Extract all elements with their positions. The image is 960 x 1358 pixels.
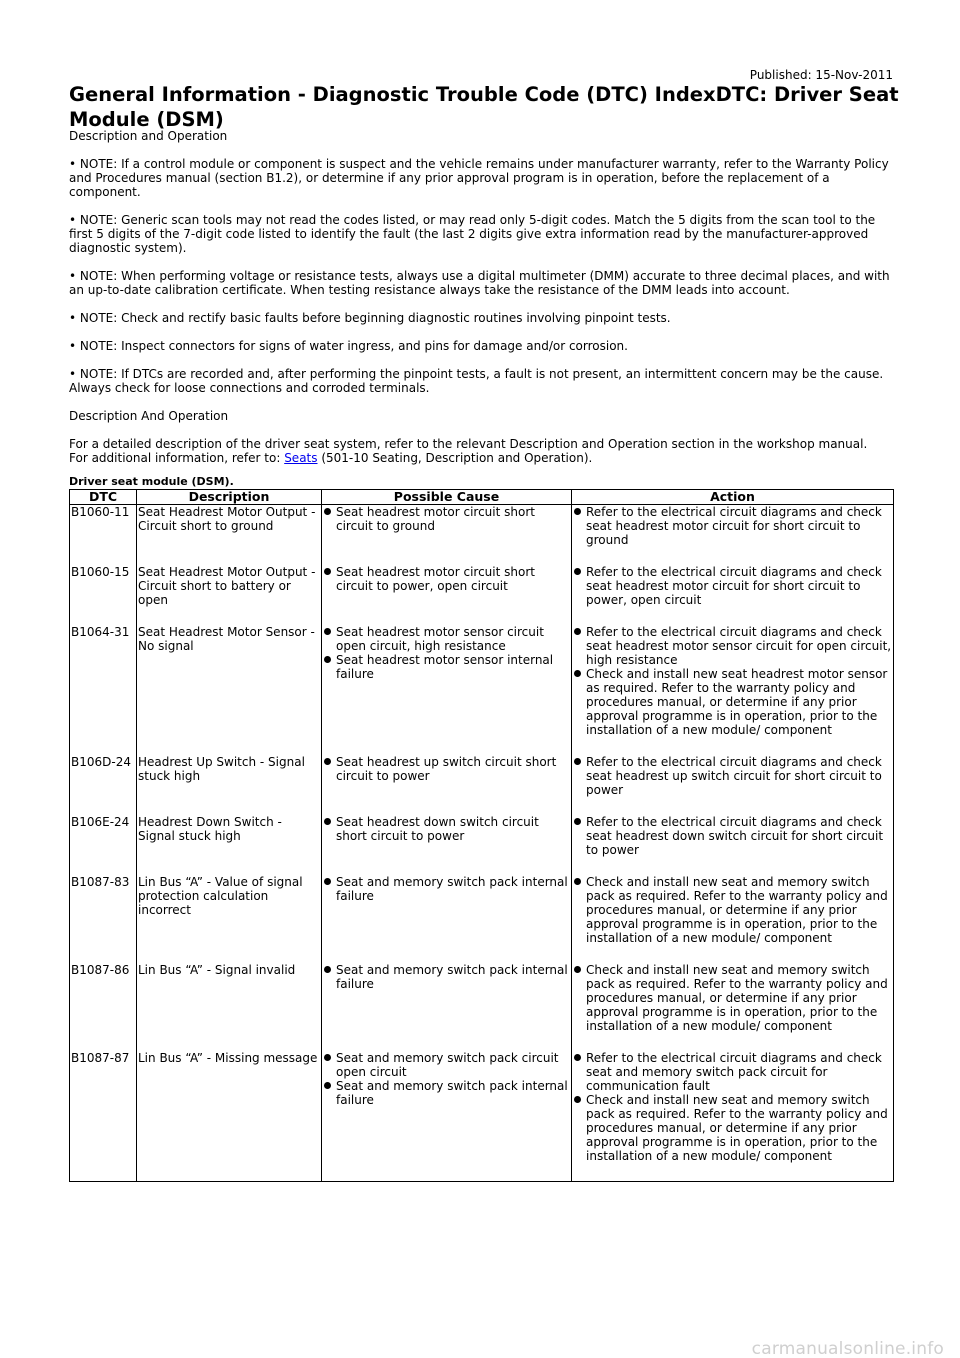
content xyxy=(69,129,895,1182)
possible-cause-cell xyxy=(322,1051,572,1182)
section-heading: Description And Operation xyxy=(69,409,229,423)
action-item: Check and install new seat and memory switch pack as required. Refer to the warranty policy and procedures manual, or determine if any prior approval programme is in operation, prior to the installation of a new module/ component xyxy=(586,963,892,1033)
dtc-description: Seat Headrest Motor Sensor - No signal xyxy=(137,625,322,755)
dtc-description: Lin Bus “A” - Missing message xyxy=(137,1051,322,1182)
action-cell xyxy=(572,755,894,815)
action-list xyxy=(573,755,892,797)
dtc-description: Seat Headrest Motor Output - Circuit short to ground xyxy=(137,505,322,566)
possible-cause-cell xyxy=(322,565,572,625)
possible-cause-item: Seat and memory switch pack internal failure xyxy=(336,1079,570,1107)
possible-cause-item: Seat headrest motor circuit short circuit to ground xyxy=(336,505,570,533)
section-text: For a detailed description of the driver seat system, refer to the relevant Description and Operation section in the workshop manual. xyxy=(69,437,868,451)
note-4: • NOTE: Check and rectify basic faults before beginning diagnostic routines involving pinpoint tests. xyxy=(69,311,671,325)
header-description: Description xyxy=(137,490,322,505)
action-list xyxy=(573,815,892,857)
possible-cause-item: Seat and memory switch pack circuit open circuit xyxy=(336,1051,570,1079)
possible-cause-cell xyxy=(322,625,572,755)
action-item: Refer to the electrical circuit diagrams and check seat headrest down switch circuit for short circuit to power xyxy=(586,815,892,857)
watermark: carmanualsonline.info xyxy=(751,1339,944,1358)
table-row xyxy=(70,875,894,963)
possible-cause-cell xyxy=(322,815,572,875)
action-item: Refer to the electrical circuit diagrams and check seat and memory switch pack circuit for communication fault xyxy=(586,1051,892,1093)
dtc-code: B1064-31 xyxy=(70,625,137,755)
table-header-row xyxy=(70,490,894,505)
possible-cause-item: Seat headrest down switch circuit short circuit to power xyxy=(336,815,570,843)
table-row xyxy=(70,755,894,815)
possible-cause-list xyxy=(323,625,570,681)
header-action: Action xyxy=(572,490,894,505)
dtc-code: B1087-87 xyxy=(70,1051,137,1182)
possible-cause-list xyxy=(323,755,570,783)
reference-suffix: (501-10 Seating, Description and Operation). xyxy=(317,451,593,465)
action-item: Check and install new seat and memory switch pack as required. Refer to the warranty policy and procedures manual, or determine if any prior approval programme is in operation, prior to the installation of a new module/ component xyxy=(586,875,892,945)
possible-cause-list xyxy=(323,505,570,533)
action-cell xyxy=(572,815,894,875)
action-item: Check and install new seat headrest motor sensor as required. Refer to the warranty policy and procedures manual, or determine if any prior approval programme is in operation, prior to the installation of a new module/ component xyxy=(586,667,892,737)
possible-cause-cell xyxy=(322,755,572,815)
section-reference xyxy=(69,451,895,465)
dtc-code: B1060-15 xyxy=(70,565,137,625)
possible-cause-cell xyxy=(322,505,572,566)
possible-cause-item: Seat headrest motor sensor circuit open circuit, high resistance xyxy=(336,625,570,653)
page-title: General Information - Diagnostic Trouble Code (DTC) IndexDTC: Driver Seat Module (DSM) xyxy=(69,83,899,131)
dtc-description: Lin Bus “A” - Value of signal protection calculation incorrect xyxy=(137,875,322,963)
page-subtitle: Description and Operation xyxy=(69,129,228,143)
action-cell xyxy=(572,875,894,963)
action-list xyxy=(573,505,892,547)
reference-prefix: For additional information, refer to: xyxy=(69,451,285,465)
dtc-description: Lin Bus “A” - Signal invalid xyxy=(137,963,322,1051)
action-cell xyxy=(572,1051,894,1182)
note-3: • NOTE: When performing voltage or resistance tests, always use a digital multimeter (DMM) accurate to three decimal places, and with an up-to-date calibration certificate. When testing resistance always take the resistance of the DMM leads into account. xyxy=(69,269,890,297)
action-list xyxy=(573,1051,892,1163)
table-row xyxy=(70,815,894,875)
action-item: Refer to the electrical circuit diagrams and check seat headrest motor circuit for short circuit to power, open circuit xyxy=(586,565,892,607)
note-6: • NOTE: If DTCs are recorded and, after performing the pinpoint tests, a fault is not present, an intermittent concern may be the cause. Always check for loose connections and corroded terminals. xyxy=(69,367,884,395)
action-item: Refer to the electrical circuit diagrams and check seat headrest motor sensor circuit for open circuit, high resistance xyxy=(586,625,892,667)
action-list xyxy=(573,963,892,1033)
note-1: • NOTE: If a control module or component is suspect and the vehicle remains under manufacturer warranty, refer to the Warranty Policy and Procedures manual (section B1.2), or determine if any prior approval program is in operation, before the replacement of a component. xyxy=(69,157,889,199)
table-row xyxy=(70,1051,894,1182)
action-cell xyxy=(572,505,894,566)
dtc-table xyxy=(69,489,894,1182)
action-item: Check and install new seat and memory switch pack as required. Refer to the warranty policy and procedures manual, or determine if any prior approval programme is in operation, prior to the installation of a new module/ component xyxy=(586,1093,892,1163)
table-body xyxy=(70,505,894,1182)
dtc-code: B1087-83 xyxy=(70,875,137,963)
note-2: • NOTE: Generic scan tools may not read the codes listed, or may read only 5-digit codes. Match the 5 digits from the scan tool to the first 5 digits of the 7-digit code listed to identify the fault (the last 2 digits give extra information read by the manufacturer-approved diagnostic system). xyxy=(69,213,876,255)
dtc-code: B1060-11 xyxy=(70,505,137,566)
action-cell xyxy=(572,963,894,1051)
table-row xyxy=(70,625,894,755)
dtc-description: Seat Headrest Motor Output - Circuit short to battery or open xyxy=(137,565,322,625)
table-row xyxy=(70,565,894,625)
dtc-code: B106D-24 xyxy=(70,755,137,815)
action-item: Refer to the electrical circuit diagrams and check seat headrest motor circuit for short circuit to ground xyxy=(586,505,892,547)
dtc-code: B106E-24 xyxy=(70,815,137,875)
dtc-description: Headrest Down Switch - Signal stuck high xyxy=(137,815,322,875)
dtc-code: B1087-86 xyxy=(70,963,137,1051)
action-cell xyxy=(572,565,894,625)
possible-cause-list xyxy=(323,875,570,903)
possible-cause-cell xyxy=(322,875,572,963)
action-list xyxy=(573,875,892,945)
published-date: Published: 15-Nov-2011 xyxy=(749,68,893,82)
possible-cause-item: Seat headrest motor sensor internal failure xyxy=(336,653,570,681)
possible-cause-item: Seat headrest motor circuit short circuit to power, open circuit xyxy=(336,565,570,593)
possible-cause-list xyxy=(323,1051,570,1107)
possible-cause-list xyxy=(323,565,570,593)
possible-cause-item: Seat headrest up switch circuit short circuit to power xyxy=(336,755,570,783)
action-list xyxy=(573,625,892,737)
table-row xyxy=(70,963,894,1051)
possible-cause-list xyxy=(323,963,570,991)
action-item: Refer to the electrical circuit diagrams and check seat headrest up switch circuit for short circuit to power xyxy=(586,755,892,797)
possible-cause-cell xyxy=(322,963,572,1051)
table-row xyxy=(70,505,894,566)
header-possible-cause: Possible Cause xyxy=(322,490,572,505)
header-dtc: DTC xyxy=(70,490,137,505)
seats-link[interactable]: Seats xyxy=(284,451,318,465)
table-caption: Driver seat module (DSM). xyxy=(69,475,234,488)
action-cell xyxy=(572,625,894,755)
possible-cause-list xyxy=(323,815,570,843)
action-list xyxy=(573,565,892,607)
possible-cause-item: Seat and memory switch pack internal failure xyxy=(336,875,570,903)
possible-cause-item: Seat and memory switch pack internal failure xyxy=(336,963,570,991)
note-5: • NOTE: Inspect connectors for signs of water ingress, and pins for damage and/or corrosion. xyxy=(69,339,628,353)
dtc-description: Headrest Up Switch - Signal stuck high xyxy=(137,755,322,815)
